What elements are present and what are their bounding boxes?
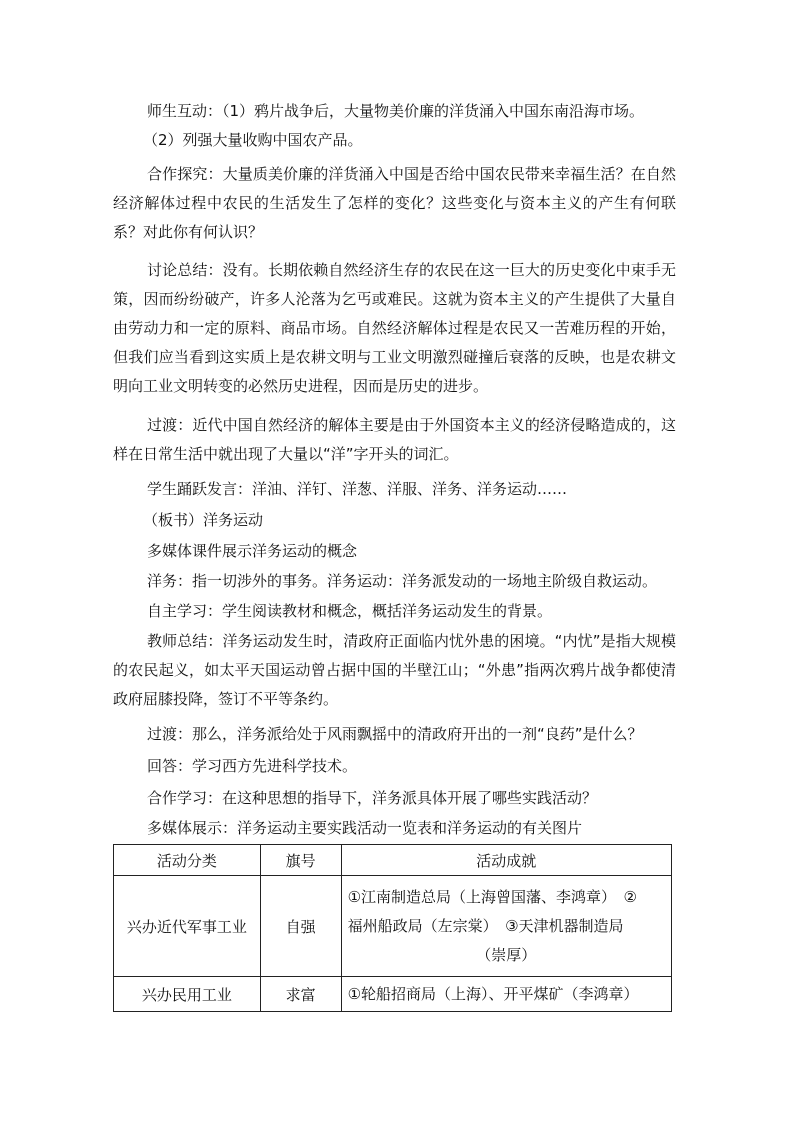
activities-table bbox=[113, 844, 672, 1012]
paragraph-answer: 回答：学习西方先进科学技术。 bbox=[147, 757, 358, 775]
paragraph-student-speech: 学生踊跃发言：洋油、洋钉、洋葱、洋服、洋务、洋务运动…… bbox=[147, 480, 568, 498]
paragraph-teacher-summary: 教师总结：洋务运动发生时，清政府正面临内忧外患的困境。“内忧”是指大规模的农民起义，如太平天国运动曾占据中国的半壁江山；“外患”指两次鸦片战争都使清政府屈膝投降，签订不平等条约。 bbox=[113, 632, 676, 708]
paragraph-board-writing: （板书）洋务运动 bbox=[143, 511, 264, 529]
paragraph-cooperative-learning: 合作学习：在这种思想的指导下，洋务派具体开展了哪些实践活动？ bbox=[147, 789, 598, 807]
paragraph-transition-2: 过渡：那么，洋务派给处于风雨飘摇中的清政府开出的一剂“良药”是什么？ bbox=[147, 725, 643, 743]
paragraph-discussion-summary: 讨论总结：没有。长期依赖自然经济生存的农民在这一巨大的历史变化中束手无策，因而纷纷破产，许多人沦落为乞丐或难民。这就为资本主义的产生提供了大量自由劳动力和一定的原料、商品市场。自然经济解体过程是农民又一苦难历程的开始，但我们应当看到这实质上是农耕文明与工业文明激烈碰撞后衰落的反映，也是农耕文明向工业文明转变的必然历史进程，因而是历史的进步。 bbox=[113, 261, 676, 395]
header-achievements: 活动成就 bbox=[341, 845, 671, 876]
table-row bbox=[114, 977, 672, 1012]
header-slogan: 旗号 bbox=[260, 845, 341, 876]
cell-slogan: 求富 bbox=[260, 977, 341, 1012]
paragraph-cooperative-inquiry: 合作探究：大量质美价廉的洋货涌入中国是否给中国农民带来幸福生活？在自然经济解体过程中农民的生活发生了怎样的变化？这些变化与资本主义的产生有何联系？对此你有何认识？ bbox=[113, 165, 676, 241]
paragraph-self-study: 自主学习：学生阅读教材和概念，概括洋务运动发生的背景。 bbox=[147, 602, 553, 620]
cell-achievements bbox=[341, 876, 671, 977]
table-header-row bbox=[114, 845, 672, 876]
table-row bbox=[114, 876, 672, 977]
paragraph-definition: 洋务：指一切涉外的事务。洋务运动：洋务派发动的一场地主阶级自救运动。 bbox=[147, 572, 658, 590]
cell-achievements bbox=[341, 977, 671, 1012]
cell-category: 兴办近代军事工业 bbox=[114, 876, 261, 977]
paragraph-multimedia-concept: 多媒体课件展示洋务运动的概念 bbox=[147, 542, 358, 560]
achievement-line: 福州船政局（左宗棠） ③天津机器制造局 bbox=[347, 916, 624, 935]
achievement-line: ①江南制造总局（上海曾国藩、李鸿章） ② bbox=[347, 887, 638, 906]
paragraph-transition-1: 过渡：近代中国自然经济的解体主要是由于外国资本主义的经济侵略造成的，这样在日常生活中就出现了大量以“洋”字开头的词汇。 bbox=[113, 416, 676, 463]
paragraph-interaction: 师生互动：（1）鸦片战争后，大量物美价廉的洋货涌入中国东南沿海市场。 bbox=[147, 102, 645, 120]
header-category: 活动分类 bbox=[114, 845, 261, 876]
paragraph-interaction-2: （2）列强大量收购中国农产品。 bbox=[143, 131, 363, 149]
paragraph-multimedia-display: 多媒体展示：洋务运动主要实践活动一览表和洋务运动的有关图片 bbox=[147, 819, 583, 837]
achievement-line: ①轮船招商局（上海）、开平煤矿（李鸿章） bbox=[347, 984, 639, 1003]
cell-slogan: 自强 bbox=[260, 876, 341, 977]
cell-category: 兴办民用工业 bbox=[114, 977, 261, 1012]
achievement-line: （崇厚） bbox=[476, 945, 537, 964]
